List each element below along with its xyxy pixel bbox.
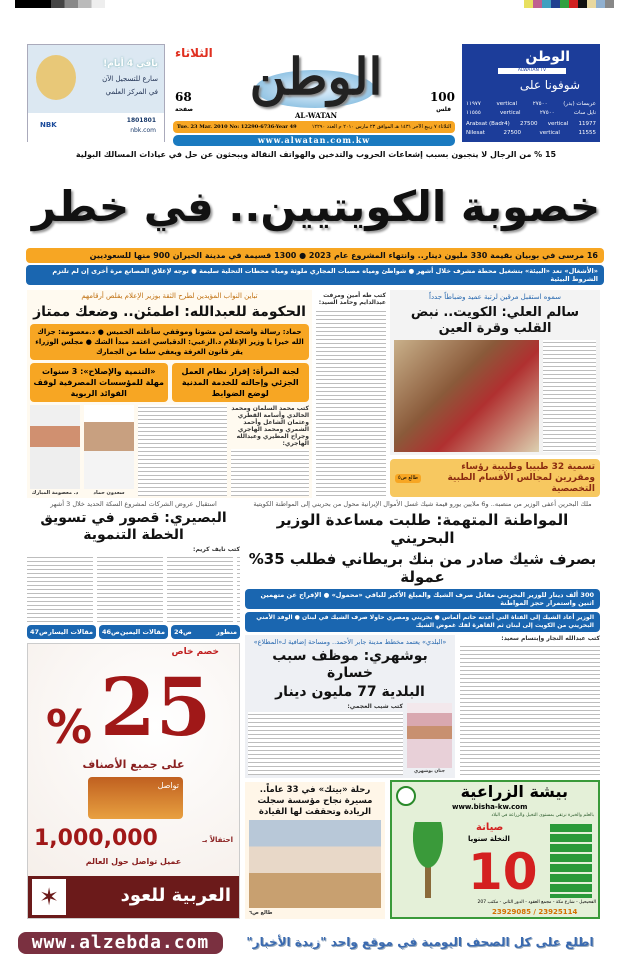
highlight-box: «التنمية والإصلاح»: 3 سنوات مهلة للمؤسسات المصرفية لوقف الفوائد الربوية <box>30 363 168 402</box>
bisha-logo-icon <box>396 786 416 806</box>
tv-row: عربسات (بدر) ٢٧٥٠٠ vertical ١١٩٧٧ <box>466 101 596 107</box>
main-headline: خصوبة الكويتيين.. في خطر <box>31 182 601 231</box>
ad-oud-brand: العربية للعود <box>120 885 231 906</box>
salem-content <box>394 340 596 452</box>
ad-nbk-line1: باقي 4 أيام! <box>103 59 158 69</box>
loyalty-card: تواصل <box>88 777 183 819</box>
tv-logo-en: ALWATAN TV <box>498 68 566 74</box>
blue-subhead-bar: «الأشغال» تعد «البيئة» بتشغيل محطة مشرف خلال أشهر ● شواطئ ومياه مصبات المجاري ملوثة ومياه محطات التحلية سليمة ● توجه لإغلاق المصانع مرة أخرى إن لم تلتزم الشروط البيئية <box>26 265 604 285</box>
ad-bisha-offer2: النخلة سنويا <box>468 835 510 843</box>
tv-row: Nilesat 27500 vertical 11555 <box>466 130 596 136</box>
tv-frequency-table <box>466 100 596 138</box>
ad-bisha-address: الفحيحيل - شارع مكة - مجمع العقود - الدور الثاني - مكتب 207 <box>477 900 596 905</box>
salem-photo <box>394 340 539 452</box>
story-basiri[interactable] <box>27 500 240 639</box>
story-body <box>316 309 386 497</box>
story-headline: بصرف شيك صادر من بنك بريطاني فطلب 35% عمولة <box>248 550 597 586</box>
boushehri-content <box>248 703 452 775</box>
ad-nbk-phone: 1801801 <box>126 117 156 124</box>
masthead <box>175 44 457 120</box>
photo-hammad-wrap <box>84 405 134 496</box>
story-body <box>543 340 596 452</box>
percent-sign: % <box>46 700 93 754</box>
page-reference[interactable]: طالع ص٦ <box>249 910 273 916</box>
story-headline: سالم العلي: الكويت.. نبض القلب وقرة العين <box>410 305 580 336</box>
ad-bisha-tag: بالعلم والخبرة نرتقي بمستوى التخيل والزراعة في البلاد <box>491 813 594 818</box>
story-kicker: استقبال عروض الشركات لمشروع السكة الحديد خلال 3 أشهر <box>50 500 217 508</box>
customer-count: 1,000,000 <box>34 826 158 851</box>
story-kicker: تباين النواب المؤيدين لطرح الثقة بوزير الإعلام يقلص أرقامهم <box>81 292 258 300</box>
footer-site-link[interactable]: www.alzebda.com <box>18 932 223 954</box>
photo-caption: د. معصومة المبارك <box>31 490 79 496</box>
byline-column <box>231 405 309 496</box>
byline: كتب نايف كريم: <box>193 546 240 553</box>
palm-tree-icon <box>398 822 458 898</box>
highlight-box-row <box>30 363 309 402</box>
dateline-arabic: الثلاثاء ٧ ربيع الآخر ١٤٣١ هـ الموافق ٢٣ مارس ٢٠١٠ م العدد ١٢٢٩٠ <box>311 124 451 130</box>
registration-color <box>524 0 614 8</box>
ad-oud-top: خصم خاص <box>171 647 219 657</box>
star-logo-icon: ✶ <box>32 879 66 915</box>
price: 100 <box>429 90 455 104</box>
page-links <box>27 625 240 639</box>
page-count: 68 <box>175 90 192 104</box>
byline: كتب شيب العجمي: <box>347 703 403 710</box>
story-body <box>248 712 403 775</box>
photo-hammad <box>84 405 134 489</box>
ad-nbk-line2: سارع للتسجيل الآن <box>102 75 158 83</box>
blue-subhead-bar: الوزير أعاد الشيك إلى الفتاة التي أعدته خاتم ألماس ● بحريني ومصري حاولا صرف الشيك في لبنان ● الوفد الأمني البحريني من الكويت إلى لبنان ثم القاهرة لفك غموض الشيك <box>245 612 600 632</box>
page-reference[interactable]: طالع ص٥ <box>395 474 421 483</box>
ad-oud-customers: عميل تواصل حول العالم <box>85 857 182 866</box>
blue-subhead-bar: 300 ألف دينار للوزير البحريني مقابل صرف الشيك والمبلغ الأكبر للباقي «محمول» ● الإفراج عن متهمين اثنين واستمرار حجز المواطنة <box>245 589 600 609</box>
bahrain-area <box>245 500 600 778</box>
story-body <box>138 405 227 496</box>
bitak-photo <box>249 820 381 908</box>
story-headline: البصيري: قصور في تسويق الخطة التنموية <box>40 510 227 543</box>
story-headline: تسمية 32 طبيبا وطبيبة رؤساء ومقررين لمجالس الأقسام الطبية التخصصية <box>447 461 595 494</box>
ad-arabian-oud[interactable] <box>27 643 240 919</box>
bahrain-body-column <box>460 635 600 778</box>
ad-oud-sub: على جميع الأصناف <box>82 758 185 771</box>
highlight-box: لجنة المرأة: إقرار نظام العمل الجزئي وإحالته للخدمة المدنية لوضع الضوابط <box>172 363 310 402</box>
nbk-logo: NBK <box>40 121 57 129</box>
registration-grayscale <box>15 0 105 8</box>
camel-icon <box>36 55 76 100</box>
middle-column <box>316 292 386 497</box>
page-link-pill[interactable]: مقالات اليسار ص47 <box>27 625 96 639</box>
tv-row: Arabsat (Badr4) 27500 vertical 11977 <box>466 121 596 127</box>
page-link-pill[interactable]: مقالات اليمين ص46 <box>99 625 168 639</box>
ad-bisha-brand: بيشة الزراعية <box>460 782 568 801</box>
story-boushehri[interactable] <box>245 635 455 778</box>
footer-slogan: اطلع على كل الصحف اليومية في موقع واحد "زبدة الأخبار" <box>246 935 594 949</box>
story-kicker: «البلدي» يعتمد مخطط مدينة جابر الأحمد.. ومساحة إضافية لـ«المطلاع» <box>253 638 447 646</box>
ad-alwatan-tv[interactable] <box>462 44 600 142</box>
byline: كتب طه أمين ومرفت عبدالدايم وحامد السيد: <box>318 292 386 306</box>
photo-caption: سعدون حماد <box>93 490 125 496</box>
story-headline: المواطنة المتهمة: طلبت مساعدة الوزير البحريني <box>276 511 569 547</box>
dateline-english: Tue. 23 Mar. 2010 No: 12290-6736-Year 49 <box>177 124 297 130</box>
photo-masouma-wrap <box>30 405 80 496</box>
orange-subhead-bar: 16 مرسى في بوبيان بقيمة 330 مليون دينار.. وانتهاء المشروع عام 2023 ● 1300 قسيمة في مدينة الخيران 900 منها للسعوديين <box>26 248 604 263</box>
story-body <box>27 555 240 623</box>
gov-bottom-row <box>30 405 309 496</box>
discount-value: 25 <box>100 660 212 754</box>
tv-slogan: شوفونا على <box>519 78 580 92</box>
story-body <box>231 449 309 496</box>
page-link-pill[interactable]: منظور ص24 <box>171 625 240 639</box>
boushehri-text <box>248 703 403 775</box>
top-kicker: 15 % من الرجال لا ينجبون بسبب إشعاعات الحروب والتدخين والهواتف النقالة ويبحثون عن حل في عيادات المسالك البولية <box>75 150 557 159</box>
website-link[interactable]: www.alwatan.com.kw <box>173 135 455 146</box>
subhead-bars <box>26 248 604 285</box>
page-count-unit: صفحة <box>175 106 194 113</box>
price-unit: فلس <box>436 106 451 113</box>
masthead-english: AL-WATAN <box>295 111 337 120</box>
boushehri-photo <box>407 703 452 768</box>
ad-bisha-price: 10 <box>468 843 538 901</box>
story-bitak[interactable] <box>245 782 385 919</box>
dateline-bar <box>173 121 455 133</box>
ad-nbk[interactable] <box>27 44 165 142</box>
services-list <box>550 824 592 898</box>
ad-oud-brand-bar <box>28 876 239 918</box>
story-body <box>460 644 600 778</box>
masthead-logo: الوطن <box>249 47 383 106</box>
ad-bisha-site: www.bisha-kw.com <box>452 803 528 811</box>
story-doctors[interactable] <box>390 459 600 497</box>
ad-nbk-line3: في المركز العلمي <box>105 88 158 96</box>
byline: كتب عبدالله النجار وإبتسام سعيد: <box>501 635 600 642</box>
ad-oud-prefix: احتفالاً بـ <box>202 836 233 844</box>
ad-bisha-offer: صيانة <box>476 822 504 833</box>
story-kicker: سموه استقبل مرقين لرتبة عميد وضباطاً جدداً <box>429 293 561 301</box>
boushehri-photo-wrap <box>407 703 452 775</box>
photo-masouma <box>30 405 80 489</box>
masthead-day: الثلاثاء <box>175 46 213 60</box>
byline: كتب محمد السلمان ومحمد الخالدي وأسامة القطري وعثمان الشاعل وأحمد الشمري ومحمد الهاجري وجراح المطيري وعبدالله الهاجري: <box>231 405 309 447</box>
ad-bisha[interactable] <box>390 780 600 919</box>
story-government[interactable] <box>27 290 312 498</box>
story-headline: البلدية 77 مليون دينار <box>275 684 425 700</box>
story-headline: بوشهري: موظف سبب خسارة <box>272 648 428 681</box>
ad-nbk-site: nbk.com <box>130 127 156 134</box>
highlight-box: حماد: رسالة واضحة لمن مشونا وموقفي سأعلنه الخميس ● د.معصومة: جزاك الله خيرا يا وزير الإعلام د.الزعبي: الدقباسي اعتمد مبدأ الشك ● مجلس الوزراء يقر قانون الغرفة ويعفي سلعا من الجمارك <box>30 324 309 360</box>
story-kicker: ملك البحرين أعفى الوزير من منصبه.. و6 ملايين يورو قيمة شيك غسل الأموال الإيرانية محول من بحريني إلى المواطنة الكويتية <box>253 500 592 508</box>
tv-logo: الوطن <box>525 49 570 65</box>
tv-row: نايل سات ٢٧٥٠٠ vertical ١١٥٥٥ <box>466 110 596 116</box>
story-headline: رحلة «بيتك» في 33 عاماً.. مسيرة نجاح مؤسسة سجلت الريادة وتحققت لها القيادة <box>257 785 373 817</box>
bahrain-lower-row <box>245 635 600 778</box>
ad-bisha-phones: 23929085 / 23925114 <box>492 908 578 916</box>
story-salem[interactable] <box>390 290 600 455</box>
story-headline: الحكومة للعبدالله: اطمئن.. وضعك ممتاز <box>33 304 306 320</box>
photo-caption: جنان بوشهري <box>413 769 445 774</box>
